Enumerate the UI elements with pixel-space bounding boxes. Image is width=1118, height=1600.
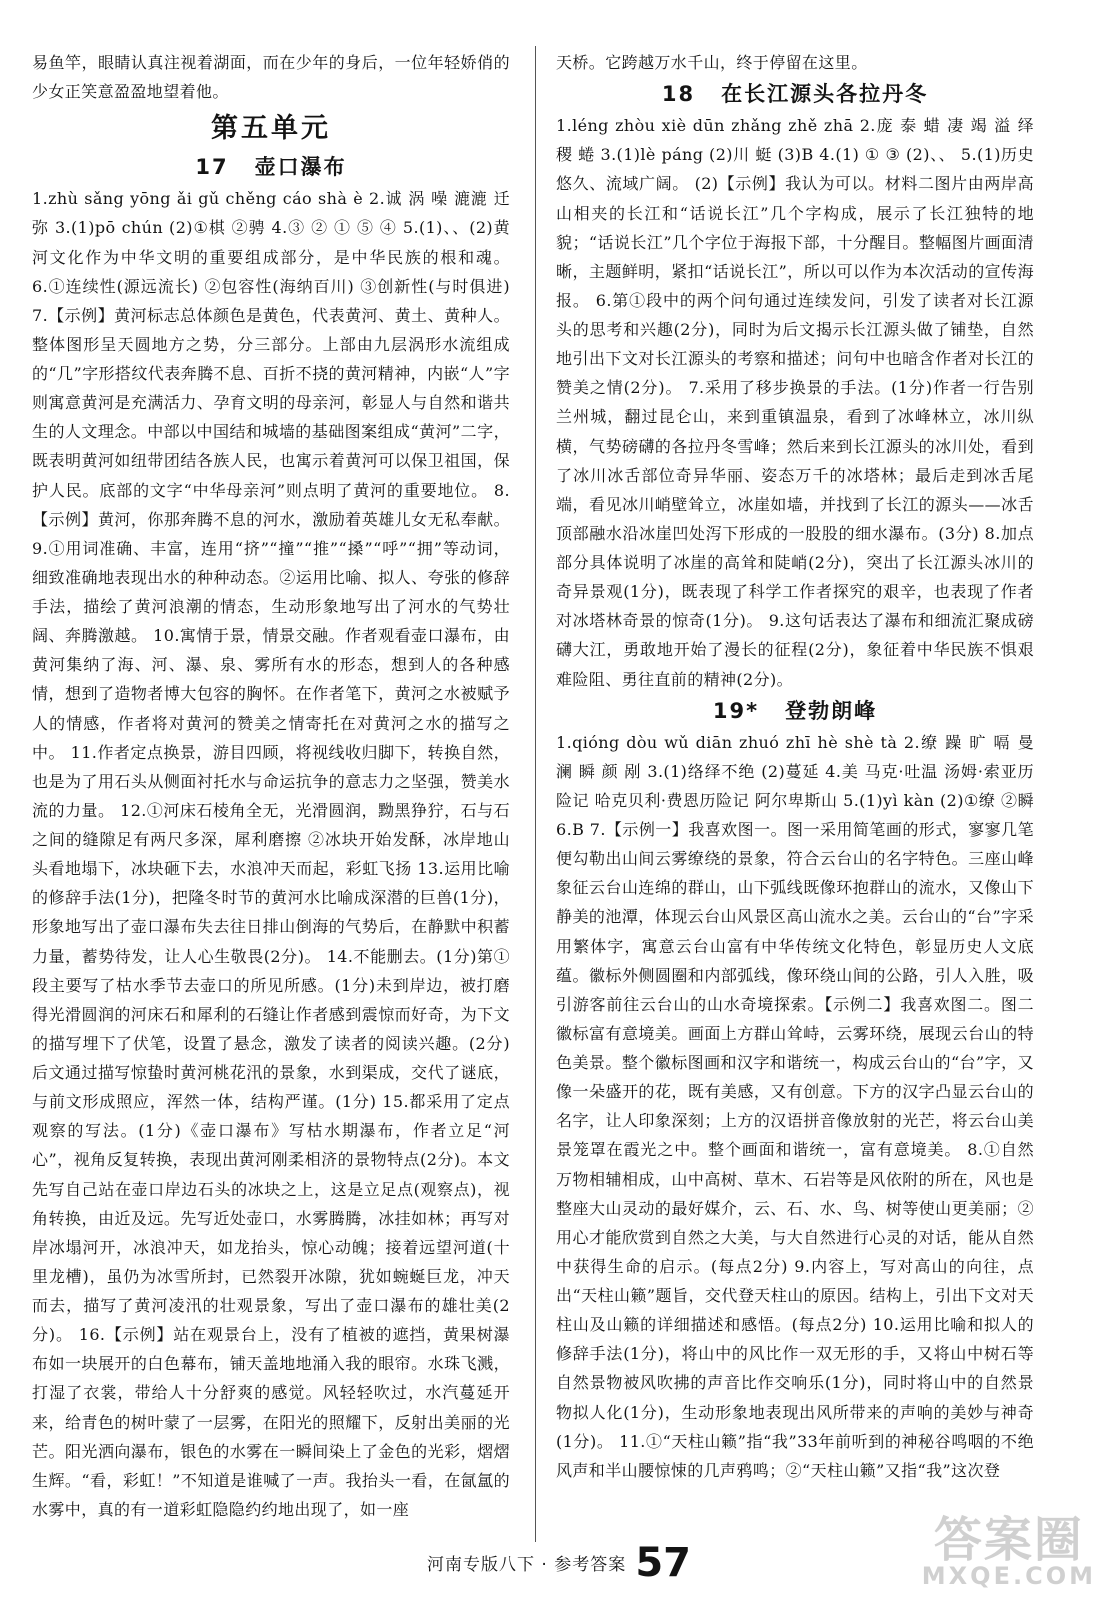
footer-label: 河南专版八下 · 参考答案 — [427, 1555, 627, 1575]
lesson-19-heading — [556, 694, 1034, 728]
page-number: 57 — [635, 1540, 691, 1586]
right-column — [556, 48, 1034, 1485]
lesson-17-heading — [32, 150, 510, 184]
lesson-18-title: 在长江源头各拉丹冬 — [721, 82, 929, 107]
watermark-logo — [921, 1512, 1096, 1590]
left-column — [32, 48, 510, 1524]
lesson-19-number: 19* — [712, 698, 760, 723]
lesson-18-number: 18 — [661, 82, 696, 107]
lesson-19-title: 登勃朗峰 — [785, 698, 878, 723]
watermark-top: 答案圈 — [933, 1512, 1084, 1568]
intro-text: 易鱼竿，眼睛认真注视着湖面，而在少年的身后，一位年轻娇俏的少女正笑意盈盈地望着他。 — [32, 53, 510, 102]
continuation-text: 天桥。它跨越万水千山，终于停留在这里。 — [556, 53, 868, 72]
lesson-17-answers: 1.zhù sǎng yōng ǎi gǔ chěng cáo shà è 2.诚 涡 噪 漉漉 迁 弥 3.(1)pō chún (2)①棋 ②骋 4.③ ② ① ⑤ ④ 5.(1)、、(2)黄河文化作为中华文明的重要组成部分，是中华民族的根和魂。 6.①连续性(源远流长) ②包容性(海纳百川) ③创新性(与时俱进) 7.【示例】黄河标志总体颜色是黄色，代表黄河、黄土、黄种人。整体图形呈天圆地方之势，分三部分。上部由九层涡形水流组成的“几”字形搭纹代表奔腾不息、百折不挠的黄河精神，内嵌“人”字则寓意黄河是充满活力、孕育文明的母亲河，彰显人与自然和谐共生的人文理念。中部以中国结和城墙的基础图案组成“黄河”二字，既表明黄河如纽带团结各族人民，也寓示着黄河可以保卫祖国，保护人民。底部的文字“中华母亲河”则点明了黄河的重要地位。 8.【示例】黄河，你那奔腾不息的河水，激励着英雄儿女无私奉献。 9.①用词准确、丰富，连用“挤”“撞”“推”“搡”“呼”“拥”等动词，细致准确地表现出水的种种动态。②运用比喻、拟人、夸张的修辞手法，描绘了黄河浪潮的情态，生动形象地写出了河水的气势壮阔、奔腾激越。 10.寓情于景，情景交融。作者观看壶口瀑布，由黄河集纳了海、河、瀑、泉、雾所有水的形态，想到人的各种感情，想到了造物者博大包容的胸怀。在作者笔下，黄河之水被赋予人的情感，作者将对黄河的赞美之情寄托在对黄河之水的描写之中。 11.作者定点换景，游目四顾，将视线收归脚下，转换自然，也是为了用石头从侧面衬托水与命运抗争的意志力之坚强，赞美水流的力量。 12.①河床石棱角全无，光滑圆润，黝黑狰狞，石与石之间的缝隙足有两尺多深，犀利磨擦 ②冰块开始发酥，冰岸地山头看地塌下，冰块砸下去，水浪冲天而起，彩虹飞扬 13.运用比喻的修辞手法(1分)，把隆冬时节的黄河水比喻成深潜的巨兽(1分)，形象地写出了壶口瀑布失去往日排山倒海的气势后，在静默中积蓄力量，蓄势待发，让人心生敬畏(2分)。 14.不能删去。(1分)第①段主要写了枯水季节去壶口的所见所感。(1分)未到岸边，被打磨得光滑圆润的河床石和犀利的石缝让作者感到震惊而好奇，为下文的描写埋下了伏笔，设置了悬念，激发了读者的阅读兴趣。(2分)后文通过描写惊蛰时黄河桃花汛的景象，水到渠成，交代了谜底，与前文形成照应，浑然一体，结构严谨。(1分) 15.都采用了定点观察的写法。(1分)《壶口瀑布》写枯水期瀑布，作者立足“河心”，视角反复转换，表现出黄河刚柔相济的景物特点(2分)。本文先写自己站在壶口岸边石头的冰块之上，这是立足点(观察点)，视角转换，由近及远。先写近处壶口，水雾腾腾，冰挂如林；再写对岸冰塌河开，冰浪冲天，如龙抬头，惊心动魄；接着远望河道(十里龙槽)，虽仍为冰雪所封，已然裂开冰隙，犹如蜿蜒巨龙，冲天而去，描写了黄河凌汛的壮观景象，写出了壶口瀑布的雄壮美(2分)。 16.【示例】站在观景台上，没有了植被的遮挡，黄果树瀑布如一块展开的白色幕布，铺天盖地地涌入我的眼帘。水珠飞溅，打湿了衣裳，带给人十分舒爽的感觉。风轻轻吹过，水汽蔓延开来，给青色的树叶蒙了一层雾，在阳光的照耀下，反射出美丽的光芒。阳光洒向瀑布，银色的水雾在一瞬间染上了金色的光彩，熠熠生辉。“看，彩虹！”不知道是谁喊了一声。我抬头一看，在氤氲的水雾中，真的有一道彩虹隐隐约约地出现了，如一座 — [32, 189, 510, 1519]
lesson-19-answers: 1.qióng dòu wǔ diān zhuó zhī hè shè tà 2.缭 躁 旷 嗝 曼 澜 瞬 颜 剐 3.(1)络绎不绝 (2)蔓延 4.美 马克·吐温 汤姆·索亚历险记 哈克贝利·费恩历险记 阿尔卑斯山 5.(1)yì kàn (2)①缭 ②瞬 6.B 7.【示例一】我喜欢图一。图一采用简笔画的形式，寥寥几笔便勾勒出山间云雾缭绕的景象，符合云台山的名字特色。三座山峰象征云台山连绵的群山，山下弧线既像环抱群山的流水，又像山下静美的池潭，体现云台山风景区高山流水之美。云台山的“台”字采用繁体字，寓意云台山富有中华传统文化特色，彰显历史人文底蕴。徽标外侧圆圈和内部弧线，像环绕山间的公路，引人入胜，吸引游客前往云台山的山水奇境探索。【示例二】我喜欢图二。图二徽标富有意境美。画面上方群山耸峙，云雾环绕，展现云台山的特色美景。整个徽标图画和汉字和谐统一，构成云台山的“台”字，又像一朵盛开的花，既有美感，又有创意。下方的汉字凸显云台山的名字，让人印象深刻；上方的汉语拼音像放射的光芒，将云台山美景笼罩在霞光之中。整个画面和谐统一，富有意境美。 8.①自然万物相辅相成，山中高树、草木、石岩等是风依附的所在，风也是整座大山灵动的最好媒介，云、石、水、鸟、树等使山更美丽；②用心才能欣赏到自然之大美，与大自然进行心灵的对话，能从自然中获得生命的启示。(每点2分) 9.内容上，写对高山的向往，点出“天柱山籁”题旨，交代登天柱山的原因。结构上，引出下文对天柱山及山籁的详细描述和感悟。(每点2分) 10.运用比喻和拟人的修辞手法(1分)，将山中的风比作一双无形的手，又将山中树石等自然景物被风吹拂的声音比作交响乐(1分)，同时将山中的自然景物拟人化(1分)，生动形象地表现出风所带来的声响的美妙与神奇(1分)。 11.①“天柱山籁”指“我”33年前听到的神秘谷鸣咽的不绝风声和半山腰惊悚的几声鸦鸣；②“天柱山籁”又指“我”这次登 — [556, 732, 1034, 1480]
lesson-17-title: 壶口瀑布 — [254, 155, 347, 180]
lesson-18-heading — [556, 77, 1034, 111]
lesson-17-number: 17 — [195, 155, 229, 180]
lesson-18-answers: 1.léng zhòu xiè dūn zhǎng zhě zhā 2.庞 泰 蜡 凄 竭 溢 绎 稷 蜷 3.(1)lè páng (2)川 蜓 (3)B 4.(1) ① ③ (2)、、 5.(1)历史悠久、流域广阔。 (2)【示例】我认为可以。材料二图片由两岸高山相夹的长江和“话说长江”几个字构成，展示了长江独特的地貌；“话说长江”几个字位于海报下部，十分醒目。整幅图片画面清晰，主题鲜明，紧扣“话说长江”，所以可以作为本次活动的宣传海报。 6.第①段中的两个问句通过连续发问，引发了读者对长江源头的思考和兴趣(2分)，同时为后文揭示长江源头做了铺垫，自然地引出下文对长江源头的考察和描述；问句中也暗含作者对长江的赞美之情(2分)。 7.采用了移步换景的手法。(1分)作者一行告别兰州城，翻过昆仑山，来到重镇温泉，看到了冰峰林立，冰川纵横，气势磅礴的各拉丹冬雪峰；然后来到长江源头的冰川处，看到了冰川冰舌部位奇异华丽、姿态万千的冰塔林；最后走到冰舌尾端，看见冰川峭壁耸立，冰崖如墙，并找到了长江的源头——冰舌顶部融水沿冰崖凹处泻下形成的一股股的细水瀑布。(3分) 8.加点部分具体说明了冰崖的高耸和陡峭(2分)，突出了长江源头冰川的奇异景观(1分)，既表现了科学工作者探究的艰辛，也表现了作者对冰塔林奇景的惊奇(1分)。 9.这句话表达了瀑布和细流汇聚成磅礴大江，勇敢地开始了漫长的征程(2分)，象征着中华民族不惧艰难险阻、勇往直前的精神(2分)。 — [556, 116, 1034, 689]
watermark-bottom: MXQE.COM — [921, 1562, 1096, 1590]
unit-title: 第五单元 — [211, 113, 331, 145]
column-divider — [535, 46, 536, 1542]
